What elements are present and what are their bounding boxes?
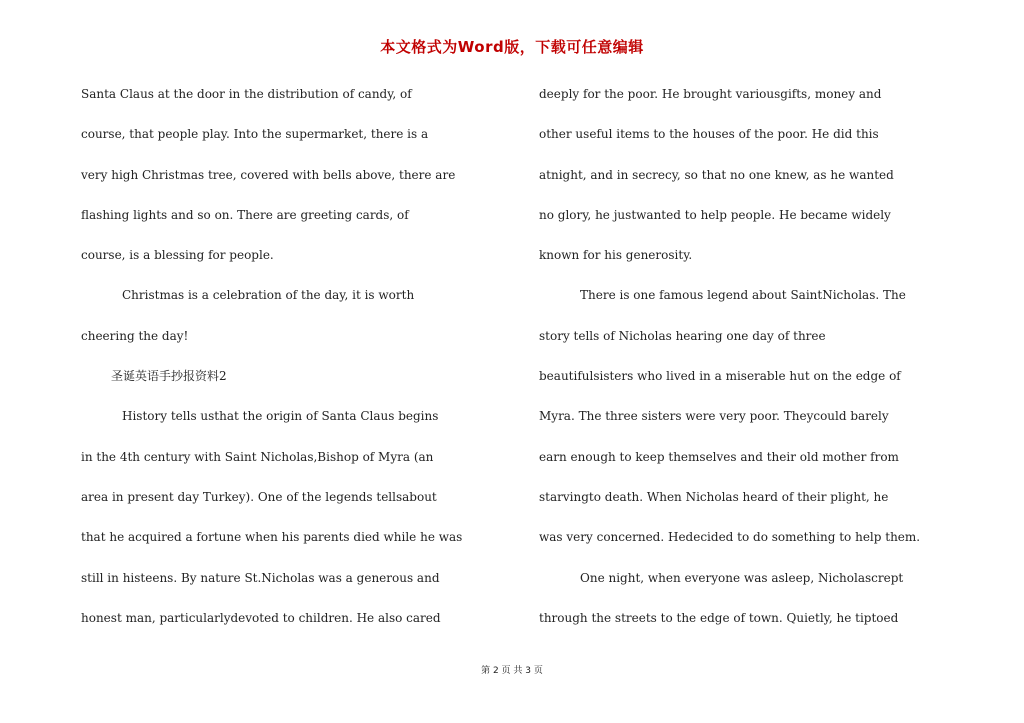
text-line: other useful items to the houses of the poor. He did this [539, 127, 879, 142]
text-line: that he acquired a fortune when his parents died while he was [81, 530, 463, 545]
text-line: There is one famous legend about SaintNicholas. The [580, 288, 906, 303]
text-line: One night, when everyone was asleep, Nicholascrept [580, 570, 904, 585]
section-heading: 圣诞英语手抄报资料2 [111, 369, 227, 384]
page-number-footer: 第 2 页 共 3 页 [481, 666, 543, 676]
text-line: beautifulsisters who lived in a miserable hut on the edge of [539, 369, 901, 384]
download-banner: 本文格式为Word版，下载可任意编辑 [380, 38, 644, 56]
text-line: no glory, he justwanted to help people. He became widely [539, 207, 891, 222]
text-line: very high Christmas tree, covered with bells above, there are [81, 167, 456, 182]
text-line: in the 4th century with Saint Nicholas,Bishop of Myra (an [81, 449, 434, 464]
text-line: known for his generosity. [539, 248, 693, 263]
text-line: honest man, particularlydevoted to children. He also cared [81, 610, 441, 625]
text-line: area in present day Turkey). One of the legends tellsabout [81, 489, 437, 504]
text-line: Santa Claus at the door in the distribution of candy, of [81, 87, 412, 101]
text-line: through the streets to the edge of town. Quietly, he tiptoed [539, 610, 899, 625]
text-line: History tells usthat the origin of Santa Claus begins [122, 409, 439, 424]
text-line: Myra. The three sisters were very poor. Theycould barely [539, 409, 889, 424]
text-line: still in histeens. By nature St.Nicholas was a generous and [81, 570, 440, 585]
text-line: cheering the day! [81, 328, 189, 343]
text-line: flashing lights and so on. There are greeting cards, of [81, 207, 409, 222]
left-text-column [81, 84, 509, 648]
text-line: deeply for the poor. He brought variousgifts, money and [539, 87, 882, 101]
right-text-column [539, 84, 959, 648]
text-line: starvingto death. When Nicholas heard of their plight, he [539, 489, 889, 504]
text-line: was very concerned. Hedecided to do something to help them. [539, 530, 921, 545]
text-line: earn enough to keep themselves and their old mother from [539, 449, 899, 464]
text-line: course, that people play. Into the supermarket, there is a [81, 127, 429, 142]
text-line: course, is a blessing for people. [81, 248, 274, 263]
text-line: story tells of Nicholas hearing one day of three [539, 328, 826, 343]
text-line: atnight, and in secrecy, so that no one knew, as he wanted [539, 167, 894, 182]
text-line: Christmas is a celebration of the day, it is worth [122, 288, 415, 303]
